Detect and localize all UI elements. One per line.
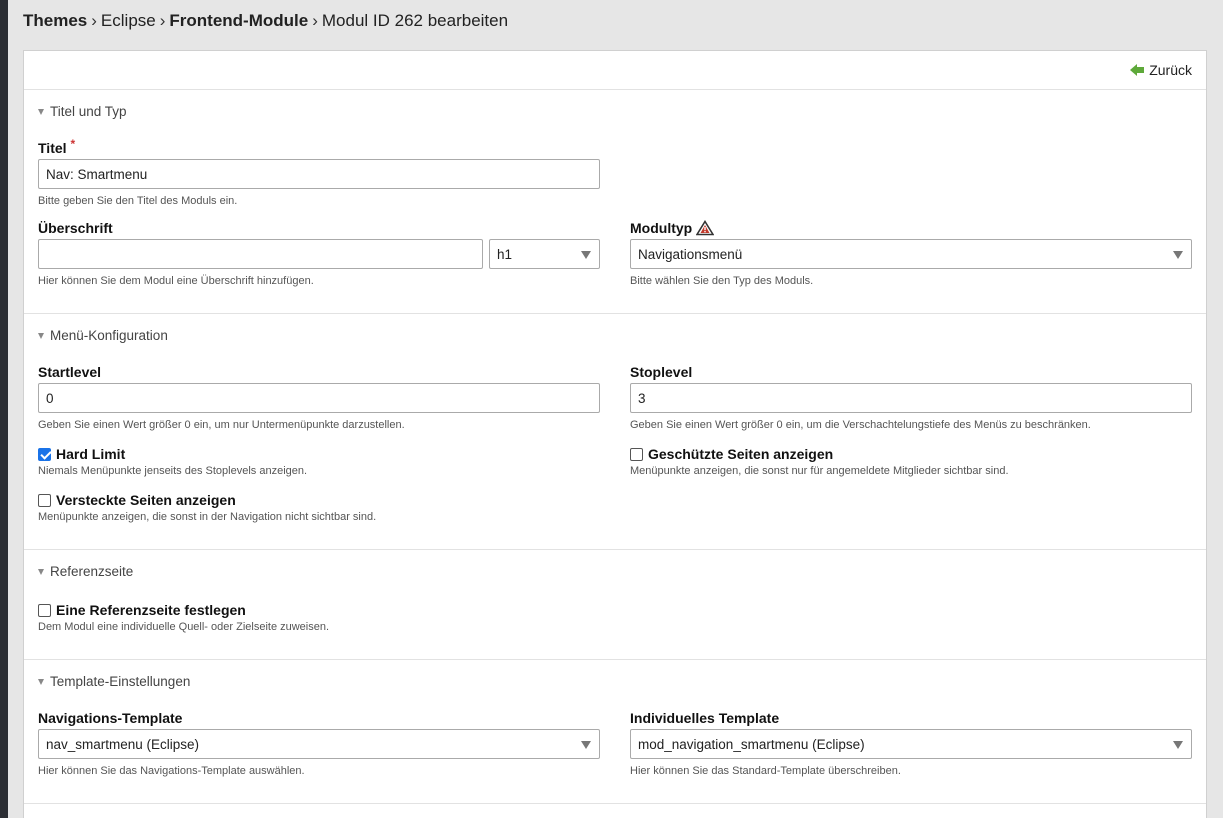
breadcrumb-separator: › xyxy=(91,11,97,30)
required-mark: * xyxy=(70,137,76,151)
headline-help: Hier können Sie dem Modul eine Überschrift hinzufügen. xyxy=(38,275,314,287)
legend-template-label: Template-Einstellungen xyxy=(50,674,191,689)
reference-page-help: Dem Modul eine individuelle Quell- oder Zielseite zuweisen. xyxy=(38,621,330,633)
module-type-help: Bitte wählen Sie den Typ des Moduls. xyxy=(630,275,814,287)
stoplevel-value: 3 xyxy=(638,390,646,406)
hidden-pages-help: Menüpunkte anzeigen, die sonst in der Navigation nicht sichtbar sind. xyxy=(38,511,377,523)
edit-panel xyxy=(23,50,1207,818)
chevron-down-icon xyxy=(581,251,591,259)
collapse-triangle-icon xyxy=(38,109,44,115)
legend-title-type[interactable] xyxy=(38,104,127,119)
divider xyxy=(24,803,1206,804)
breadcrumb xyxy=(23,11,508,31)
title-input[interactable] xyxy=(38,159,600,189)
breadcrumb-separator: › xyxy=(159,11,166,30)
module-type-select[interactable] xyxy=(630,239,1192,269)
legend-reference-label: Referenzseite xyxy=(50,564,134,579)
startlevel-value: 0 xyxy=(46,390,54,406)
hidden-pages-label[interactable]: Versteckte Seiten anzeigen xyxy=(56,492,236,508)
breadcrumb-eclipse: Eclipse xyxy=(100,11,156,30)
custom-template-help: Hier können Sie das Standard-Template überschreiben. xyxy=(630,765,901,777)
nav-template-select[interactable] xyxy=(38,729,600,759)
headline-label: Überschrift xyxy=(38,220,113,236)
legend-menu-config[interactable] xyxy=(38,328,168,343)
startlevel-help: Geben Sie einen Wert größer 0 ein, um nur Untermenüpunkte darzustellen. xyxy=(38,419,405,431)
divider xyxy=(24,313,1206,314)
chevron-down-icon xyxy=(1173,251,1183,259)
back-arrow-icon xyxy=(1130,64,1144,76)
stoplevel-label: Stoplevel xyxy=(630,364,693,380)
breadcrumb-separator: › xyxy=(312,11,318,30)
protected-pages-help: Menüpunkte anzeigen, die sonst nur für angemeldete Mitglieder sichtbar sind. xyxy=(630,465,1009,477)
custom-template-value: mod_navigation_smartmenu (Eclipse) xyxy=(638,736,865,752)
legend-title-type-label: Titel und Typ xyxy=(50,104,127,119)
startlevel-label: Startlevel xyxy=(38,364,102,380)
breadcrumb-themes[interactable]: Themes xyxy=(23,11,88,30)
back-label: Zurück xyxy=(1149,62,1192,78)
reference-page-checkbox[interactable] xyxy=(38,604,51,617)
warning-icon xyxy=(696,220,714,236)
legend-template[interactable] xyxy=(38,674,190,689)
collapse-triangle-icon xyxy=(38,679,44,685)
hidden-pages-row xyxy=(38,492,236,508)
reference-page-row xyxy=(38,602,246,618)
protected-pages-row xyxy=(630,446,833,462)
breadcrumb-frontend-modules[interactable]: Frontend-Module xyxy=(169,11,309,30)
reference-page-label[interactable]: Eine Referenzseite festlegen xyxy=(56,602,246,618)
hard-limit-help: Niemals Menüpunkte jenseits des Stoplevels anzeigen. xyxy=(38,465,308,477)
title-help: Bitte geben Sie den Titel des Moduls ein. xyxy=(38,195,238,207)
collapse-triangle-icon xyxy=(38,333,44,339)
main-area xyxy=(8,0,1223,818)
headline-unit-select[interactable] xyxy=(489,239,600,269)
nav-template-value: nav_smartmenu (Eclipse) xyxy=(46,736,200,752)
headline-input[interactable] xyxy=(38,239,483,269)
module-type-label-text: Modultyp xyxy=(630,220,693,236)
module-type-label xyxy=(630,220,714,236)
hard-limit-checkbox[interactable] xyxy=(38,448,51,461)
divider xyxy=(24,549,1206,550)
hard-limit-label[interactable]: Hard Limit xyxy=(56,446,126,462)
custom-template-select[interactable] xyxy=(630,729,1192,759)
startlevel-input[interactable] xyxy=(38,383,600,413)
headline-unit-value: h1 xyxy=(497,246,513,262)
title-label xyxy=(38,137,76,156)
chevron-down-icon xyxy=(581,741,591,749)
title-input-value: Nav: Smartmenu xyxy=(46,166,148,182)
protected-pages-checkbox[interactable] xyxy=(630,448,643,461)
divider xyxy=(24,659,1206,660)
back-button[interactable] xyxy=(1130,62,1192,78)
chevron-down-icon xyxy=(1173,741,1183,749)
stoplevel-help: Geben Sie einen Wert größer 0 ein, um die Verschachtelungstiefe des Menüs zu beschränken. xyxy=(630,419,1091,431)
protected-pages-label[interactable]: Geschützte Seiten anzeigen xyxy=(648,446,834,462)
nav-template-label: Navigations-Template xyxy=(38,710,183,726)
nav-template-help: Hier können Sie das Navigations-Template auswählen. xyxy=(38,765,305,777)
title-label-text: Titel xyxy=(38,140,67,156)
legend-menu-config-label: Menü-Konfiguration xyxy=(50,328,168,343)
divider xyxy=(24,89,1206,90)
hard-limit-row xyxy=(38,446,125,462)
stoplevel-input[interactable] xyxy=(630,383,1192,413)
module-type-value: Navigationsmenü xyxy=(638,246,743,262)
collapse-triangle-icon xyxy=(38,569,44,575)
legend-reference[interactable] xyxy=(38,564,133,579)
breadcrumb-current: Modul ID 262 bearbeiten xyxy=(321,11,509,30)
custom-template-label: Individuelles Template xyxy=(630,710,780,726)
hidden-pages-checkbox[interactable] xyxy=(38,494,51,507)
